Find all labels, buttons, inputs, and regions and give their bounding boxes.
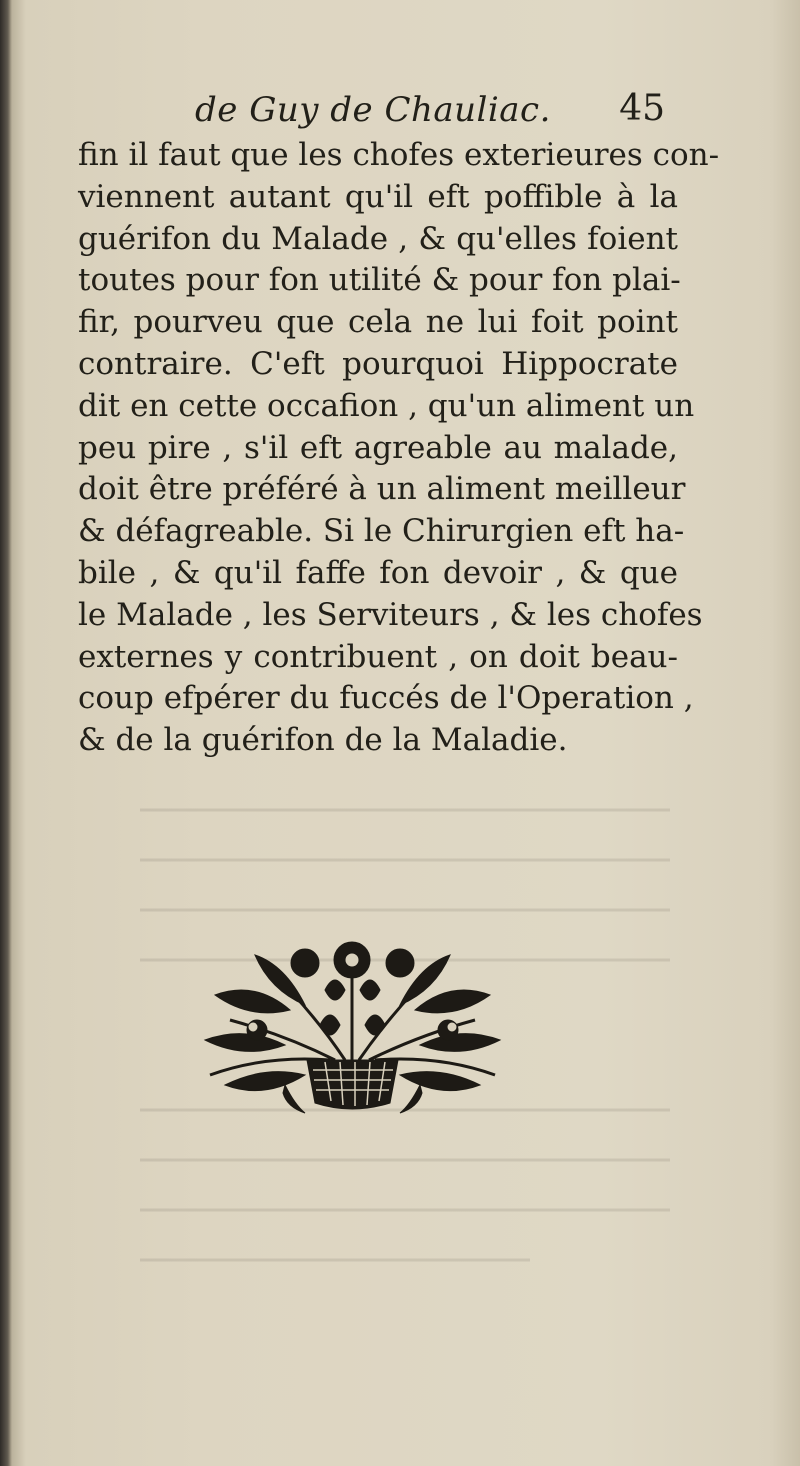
text-line: fin il faut que les chofes exterieures con- bbox=[78, 137, 720, 173]
text-line: guérifon du Malade , & qu'elles foient bbox=[78, 220, 678, 257]
text-line: toutes pour fon utilité & pour fon plai- bbox=[78, 262, 681, 299]
text-line: viennent autant qu'il eft poffible à la bbox=[78, 178, 678, 215]
running-title: de Guy de Chauliac. bbox=[195, 90, 551, 130]
text-line: dit en cette occafion , qu'un aliment un bbox=[78, 387, 695, 424]
text-line: fir, pourveu que cela ne lui foit point bbox=[78, 304, 678, 341]
flower-basket-vignette-icon bbox=[195, 935, 510, 1115]
text-line: coup efpérer du fuccés de l'Operation , bbox=[78, 680, 694, 717]
text-line: contraire. C'eft pourquoi Hippocrate bbox=[78, 345, 678, 382]
text-line: & de la guérifon de la Maladie. bbox=[78, 722, 568, 759]
text-line: & défagreable. Si le Chirurgien eft ha- bbox=[78, 513, 685, 550]
text-line: externes y contribuent , on doit beau- bbox=[78, 638, 678, 675]
body-text bbox=[78, 135, 720, 762]
binding-edge bbox=[0, 0, 12, 1466]
text-line: peu pire , s'il eft agreable au malade, bbox=[78, 429, 678, 466]
text-line: le Malade , les Serviteurs , & les chofes bbox=[78, 596, 703, 633]
text-line: bile , & qu'il faffe fon devoir , & que bbox=[78, 554, 678, 591]
page-header bbox=[195, 90, 665, 140]
text-line: doit être préféré à un aliment meilleur bbox=[78, 471, 686, 508]
page-number: 45 bbox=[619, 88, 665, 129]
